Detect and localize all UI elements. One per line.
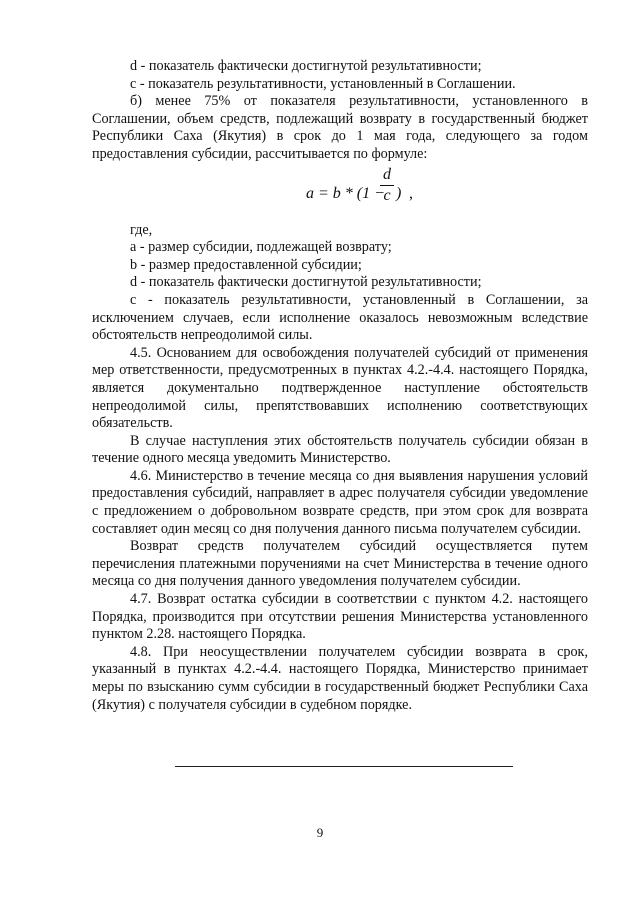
paragraph-4-8: 4.8. При неосуществлении получателем субсидии возврата в срок, указанный в пунктах 4.2.-4.4. настоящего Порядка, Министерство принимает меры по взысканию сумм субсидии в государственный бюджет Республики Саха (Якутия) с получателя субсидии в судебном порядке.: [92, 643, 588, 713]
definition-c: c - показатель результативности, установленный в Соглашении, за исключением случаев, если исполнение оказалось невозможным вследствие обстоятельств непреодолимой силы.: [92, 291, 588, 344]
paragraph-4-5-notice: В случае наступления этих обстоятельств получатель субсидии обязан в течение одного месяца уведомить Министерство.: [92, 432, 588, 467]
where-label: где,: [130, 221, 153, 238]
paragraph-4-5: 4.5. Основанием для освобождения получателей субсидий от применения мер ответственности, предусмотренных в пунктах 4.2.-4.4. настоящего Порядка, является документально подтвержденное наступление обстоятельств непреодолимой силы, препятствовавших исполнению соответствующих обязательств.: [92, 344, 588, 432]
definition-a: a - размер субсидии, подлежащей возврату;: [130, 239, 392, 256]
formula: [92, 164, 588, 216]
paragraph-4-6-return: Возврат средств получателем субсидий осуществляется путем перечисления платежными поручениями на счет Министерства в течение одного месяца со дня получения данного уведомления получателем субсидии.: [92, 538, 588, 590]
page-number: 9: [316, 825, 324, 840]
definition-c-top: c - показатель результативности, установленный в Соглашении.: [130, 75, 516, 92]
formula-denominator: c: [383, 186, 391, 204]
definition-d: d - показатель фактически достигнутой результативности;: [130, 274, 482, 291]
paragraph-4-7: 4.7. Возврат остатка субсидии в соответствии с пунктом 4.2. настоящего Порядка, производится при отсутствии решения Министерства установленного пунктом 2.28. настоящего Порядка.: [92, 591, 588, 643]
formula-rhs: ): [396, 184, 402, 202]
definition-b: b - размер предоставленной субсидии;: [130, 256, 362, 273]
formula-trail: ,: [409, 184, 413, 202]
paragraph-4-6: 4.6. Министерство в течение месяца со дня выявления нарушения условий предоставления субсидий, направляет в адрес получателя субсидии уведомление с предложением о добровольном возврате средств, при этом срок для возврата составляет один месяц со дня получения данного письма получателем субсидии.: [92, 467, 588, 537]
fraction-bar: [380, 185, 394, 186]
end-rule: [175, 766, 513, 767]
formula-fraction: [380, 166, 394, 205]
formula-numerator: d: [383, 165, 391, 183]
document-body: [92, 58, 588, 714]
paragraph-b: б) менее 75% от показателя результативности, установленного в Соглашении, объем средств, подлежащий возврату в государственный бюджет Республики Саха (Якутия) в срок до 1 мая года, следующего за годом предоставления субсидии, рассчитывается по формуле:: [92, 93, 588, 162]
formula-lhs: a = b * (1 −: [306, 184, 385, 202]
definition-d-top: d - показатель фактически достигнутой результативности;: [130, 58, 482, 74]
